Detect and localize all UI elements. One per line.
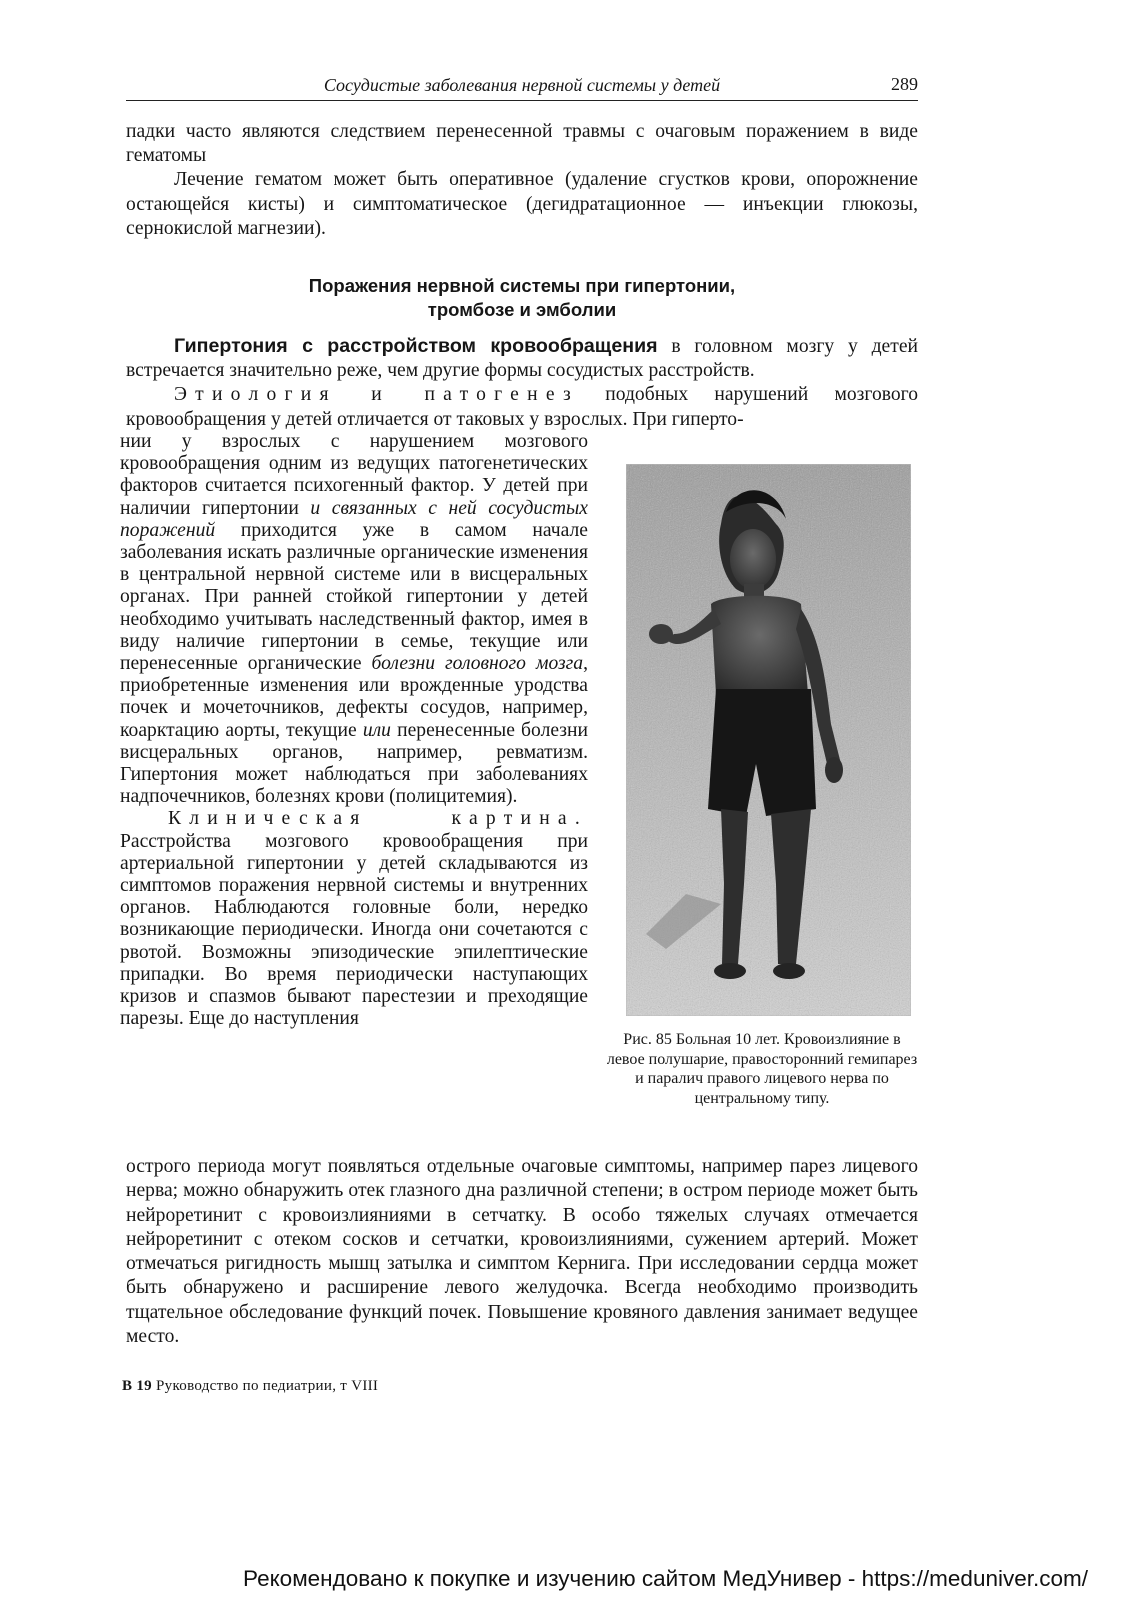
text-span: приходится уже в самом начале заболевания искать различные органические изменения в центральной нервной системе или в висцеральных органах. При ранней стойкой гипертонии у детей необходимо учитывать наследственный фактор, имея в виду наличие гипертонии в семье, текущие или перенесенные органические — [120, 519, 588, 675]
text-span: перенесенные болезни висцеральных органов, например, ревматизм. Гипертония может наблюдаться при заболеваниях надпочечников, болезнях крови (полицитемия). — [120, 719, 588, 808]
italic-span: болезни головного мозга — [371, 653, 584, 675]
clinical-picture-paragraph — [120, 808, 588, 1030]
italic-span: и связанных с ней сосудистых поражений — [120, 497, 588, 541]
running-header — [126, 72, 918, 101]
symptoms-paragraph: острого периода могут появляться отдельные очаговые симптомы, например парез лицевого нерва; можно обнаружить отек глазного дна различной степени; в остром периоде может быть нейроретинит с кровоизлияниями в сетчатку. В особо тяжелых случаях отмечается нейроретинит с отеком сосков и сетчатки, кровоизлияниями, сужением артерий. Может отмечаться ригидность мышц затылка и симптом Кернига. При исследовании сердца может быть обнаружено и расширение левого желудочка. Всегда необходимо производить тщательное обследование функций почек. Повышение кровяного давления занимает ведущее место. — [126, 1156, 918, 1348]
page-footer — [122, 1378, 378, 1395]
section-heading — [126, 274, 918, 322]
left-column-text — [120, 431, 588, 1030]
recommendation-banner: Рекомендовано к покупке и изучению сайтом МедУнивер - https://meduniver.com/ — [243, 1566, 1088, 1591]
clinical-picture-text: Расстройства мозгового кровообращения при артериальной гипертонии у детей складываются из симптомов поражения нервной системы и внутренних органов. Наблюдаются головные боли, нередко возникающие периодически. Иногда они сочетаются с рвотой. Возможны эпизодические эпилептические припадки. Во время периодически наступающих кризов и спазмов бывают парестезии и преходящие парезы. Еще до наступления — [120, 830, 588, 1030]
signature-mark: В 19 — [122, 1378, 152, 1394]
top-text-block — [126, 120, 918, 241]
etiology-heading: Этиология и патогенез — [174, 384, 579, 406]
figure-caption: Рис. 85 Больная 10 лет. Кровоизлияние в левое полушарие, правосторонний гемипарез и паралич правого лицевого нерва по центральному типу. — [606, 1031, 918, 1107]
etiology-paragraph — [126, 383, 918, 431]
text-span: , приобретенные изменения или врожденные уродства почек и мочеточников, дефекты сосудов, например, коарктацию аорты, текущие — [120, 653, 588, 741]
photo-image — [626, 464, 911, 1016]
patient-photograph — [626, 464, 911, 1016]
intro-paragraph — [126, 334, 918, 383]
term-hypertension: Гипертония с расстройством кровообращения — [174, 335, 658, 357]
continued-paragraph: падки часто являются следствием перенесенной травмы с очаговым поражением в виде гематомы — [126, 121, 918, 167]
footer-book-title: Руководство по педиатрии, т VIII — [156, 1378, 379, 1394]
etiology-continued-paragraph — [120, 431, 588, 808]
intro-text-block — [126, 334, 918, 432]
treatment-paragraph: Лечение гематом может быть оперативное (удаление сгустков крови, опорожнение остающейся кисты) и симптоматическое (дегидратационное — инъекции глюкозы, сернокислой магнезии). — [126, 169, 918, 239]
etiology-paragraph-text: подобных нарушений мозгового кровообращения у детей отличается от таковых у взрослых. При гиперто- — [126, 384, 918, 430]
running-title: Сосудистые заболевания нервной системы у детей — [323, 75, 721, 95]
page-number: 289 — [891, 74, 918, 94]
section-heading-line-1: Поражения нервной системы при гипертонии, — [308, 275, 736, 296]
clinical-picture-heading: Клиническая картина. — [168, 808, 588, 830]
intro-paragraph-text: в головном мозгу у детей встречается значительно реже, чем другие формы сосудистых расстройств. — [126, 336, 918, 382]
text-span: нии у взрослых с нарушением мозгового кровообращения одним из ведущих патогенетических факторов считается психогенный фактор. У детей при наличии гипертонии — [120, 431, 588, 519]
bottom-text-block — [126, 1155, 918, 1349]
section-heading-line-2: тромбозе и эмболии — [427, 299, 617, 320]
italic-span: или — [362, 719, 391, 741]
